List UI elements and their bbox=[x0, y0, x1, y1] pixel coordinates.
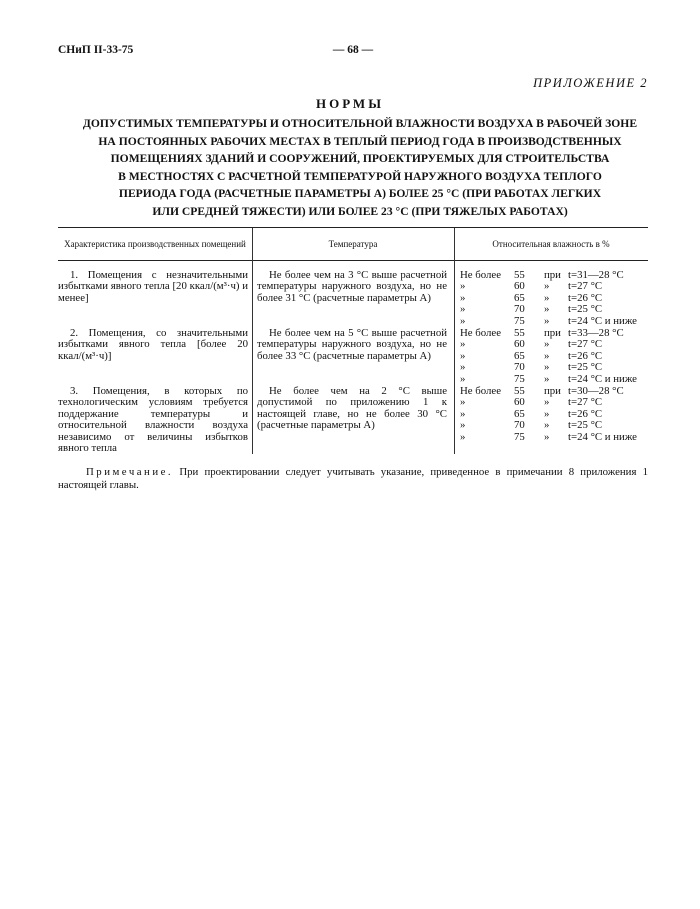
title-line: ДОПУСТИМЫХ ТЕМПЕРАТУРЫ И ОТНОСИТЕЛЬНОЙ ВЛАЖНОСТИ ВОЗДУХА В РАБОЧЕЙ ЗОНЕ bbox=[82, 117, 638, 130]
note-text: При проектировании следует учитывать указание, приведенное в примечании 8 приложения 1 настоящей главы. bbox=[58, 466, 648, 491]
column-divider bbox=[252, 228, 253, 454]
note-label: Примечание. bbox=[86, 466, 174, 478]
title-line: ПЕРИОДА ГОДА (РАСЧЕТНЫЕ ПАРАМЕТРЫ А) БОЛЕЕ 25 °С (ПРИ РАБОТАХ ЛЕГКИХ bbox=[118, 187, 602, 200]
humidity-line: » 75 » t=24 °С и ниже bbox=[460, 314, 637, 327]
row-3-temperature: Не более чем на 2 °С выше допустимой по приложению 1 к настоящей главе, но не более 30 °С (расчетные параметры А) bbox=[257, 385, 447, 432]
document-code: СНиП II-33-75 bbox=[58, 44, 134, 56]
column-header-temperature: Температура bbox=[252, 228, 454, 261]
humidity-line: » 65 » t=26 °С bbox=[460, 407, 603, 420]
norms-heading: НОРМЫ bbox=[316, 96, 384, 111]
column-divider bbox=[454, 228, 455, 454]
humidity-line: Не более 55 при t=33—28 °С bbox=[460, 327, 624, 339]
humidity-line: » 70 » t=25 °С bbox=[460, 303, 603, 316]
row-3-characteristic: 3. Помещения, в которых по технологическим условиям требуется поддержание температуры и относительной влажности воздуха независимо от величины избытков явного тепла bbox=[58, 385, 248, 455]
row-1-characteristic: 1. Помещения с незначительными избытками явного тепла [20 ккал/(м³·ч) и менее] bbox=[58, 269, 248, 304]
humidity-line: Не более 55 при t=31—28 °С bbox=[460, 269, 624, 281]
title-line: НА ПОСТОЯННЫХ РАБОЧИХ МЕСТАХ В ТЕПЛЫЙ ПЕРИОД ГОДА В ПРОИЗВОДСТВЕННЫХ bbox=[98, 134, 622, 148]
title-line: В МЕСТНОСТЯХ С РАСЧЕТНОЙ ТЕМПЕРАТУРОЙ НАРУЖНОГО ВОЗДУХА ТЕПЛОГО bbox=[118, 169, 602, 183]
row-3-humidity bbox=[460, 386, 650, 443]
humidity-line: » 60 » t=27 °С bbox=[460, 338, 603, 351]
humidity-line: » 65 » t=26 °С bbox=[460, 349, 603, 362]
document-title bbox=[80, 115, 640, 220]
table-note bbox=[58, 466, 648, 492]
row-2-characteristic: 2. Помещения, со значительными избытками явного тепла [более 20 ккал/(м³·ч)] bbox=[58, 327, 248, 362]
humidity-line: » 70 » t=25 °С bbox=[460, 361, 603, 374]
humidity-line: » 75 » t=24 °С и ниже bbox=[460, 372, 637, 385]
column-header-humidity: Относительная влажность в % bbox=[454, 228, 648, 261]
row-1-humidity bbox=[460, 270, 650, 327]
humidity-line: » 65 » t=26 °С bbox=[460, 291, 603, 304]
humidity-line: Не более 55 при t=30—28 °С bbox=[460, 385, 624, 397]
humidity-line: » 75 » t=24 °С и ниже bbox=[460, 430, 637, 443]
norms-table bbox=[58, 227, 648, 454]
row-1-temperature: Не более чем на 3 °С выше расчетной температуры наружного воздуха, но не более 31 °С (расчетные параметры А) bbox=[257, 269, 447, 304]
humidity-line: » 60 » t=27 °С bbox=[460, 280, 603, 293]
page-header bbox=[58, 44, 648, 60]
row-2-temperature: Не более чем на 5 °С выше расчетной температуры наружного воздуха, но не более 33 °С (расчетные параметры А) bbox=[257, 327, 447, 362]
humidity-line: » 70 » t=25 °С bbox=[460, 419, 603, 432]
title-line: ПОМЕЩЕНИЯХ ЗДАНИЙ И СООРУЖЕНИЙ, ПРОЕКТИРУЕМЫХ ДЛЯ СТРОИТЕЛЬСТВА bbox=[110, 152, 610, 165]
row-2-humidity bbox=[460, 328, 650, 385]
page-number: — 68 — bbox=[332, 44, 374, 56]
appendix-label: ПРИЛОЖЕНИЕ 2 bbox=[533, 76, 648, 90]
humidity-line: » 60 » t=27 °С bbox=[460, 396, 603, 409]
title-line: ИЛИ СРЕДНЕЙ ТЯЖЕСТИ) ИЛИ БОЛЕЕ 23 °С (ПРИ ТЯЖЕЛЫХ РАБОТАХ) bbox=[152, 204, 568, 218]
column-header-characteristic: Характеристика производственных помещений bbox=[58, 228, 252, 261]
